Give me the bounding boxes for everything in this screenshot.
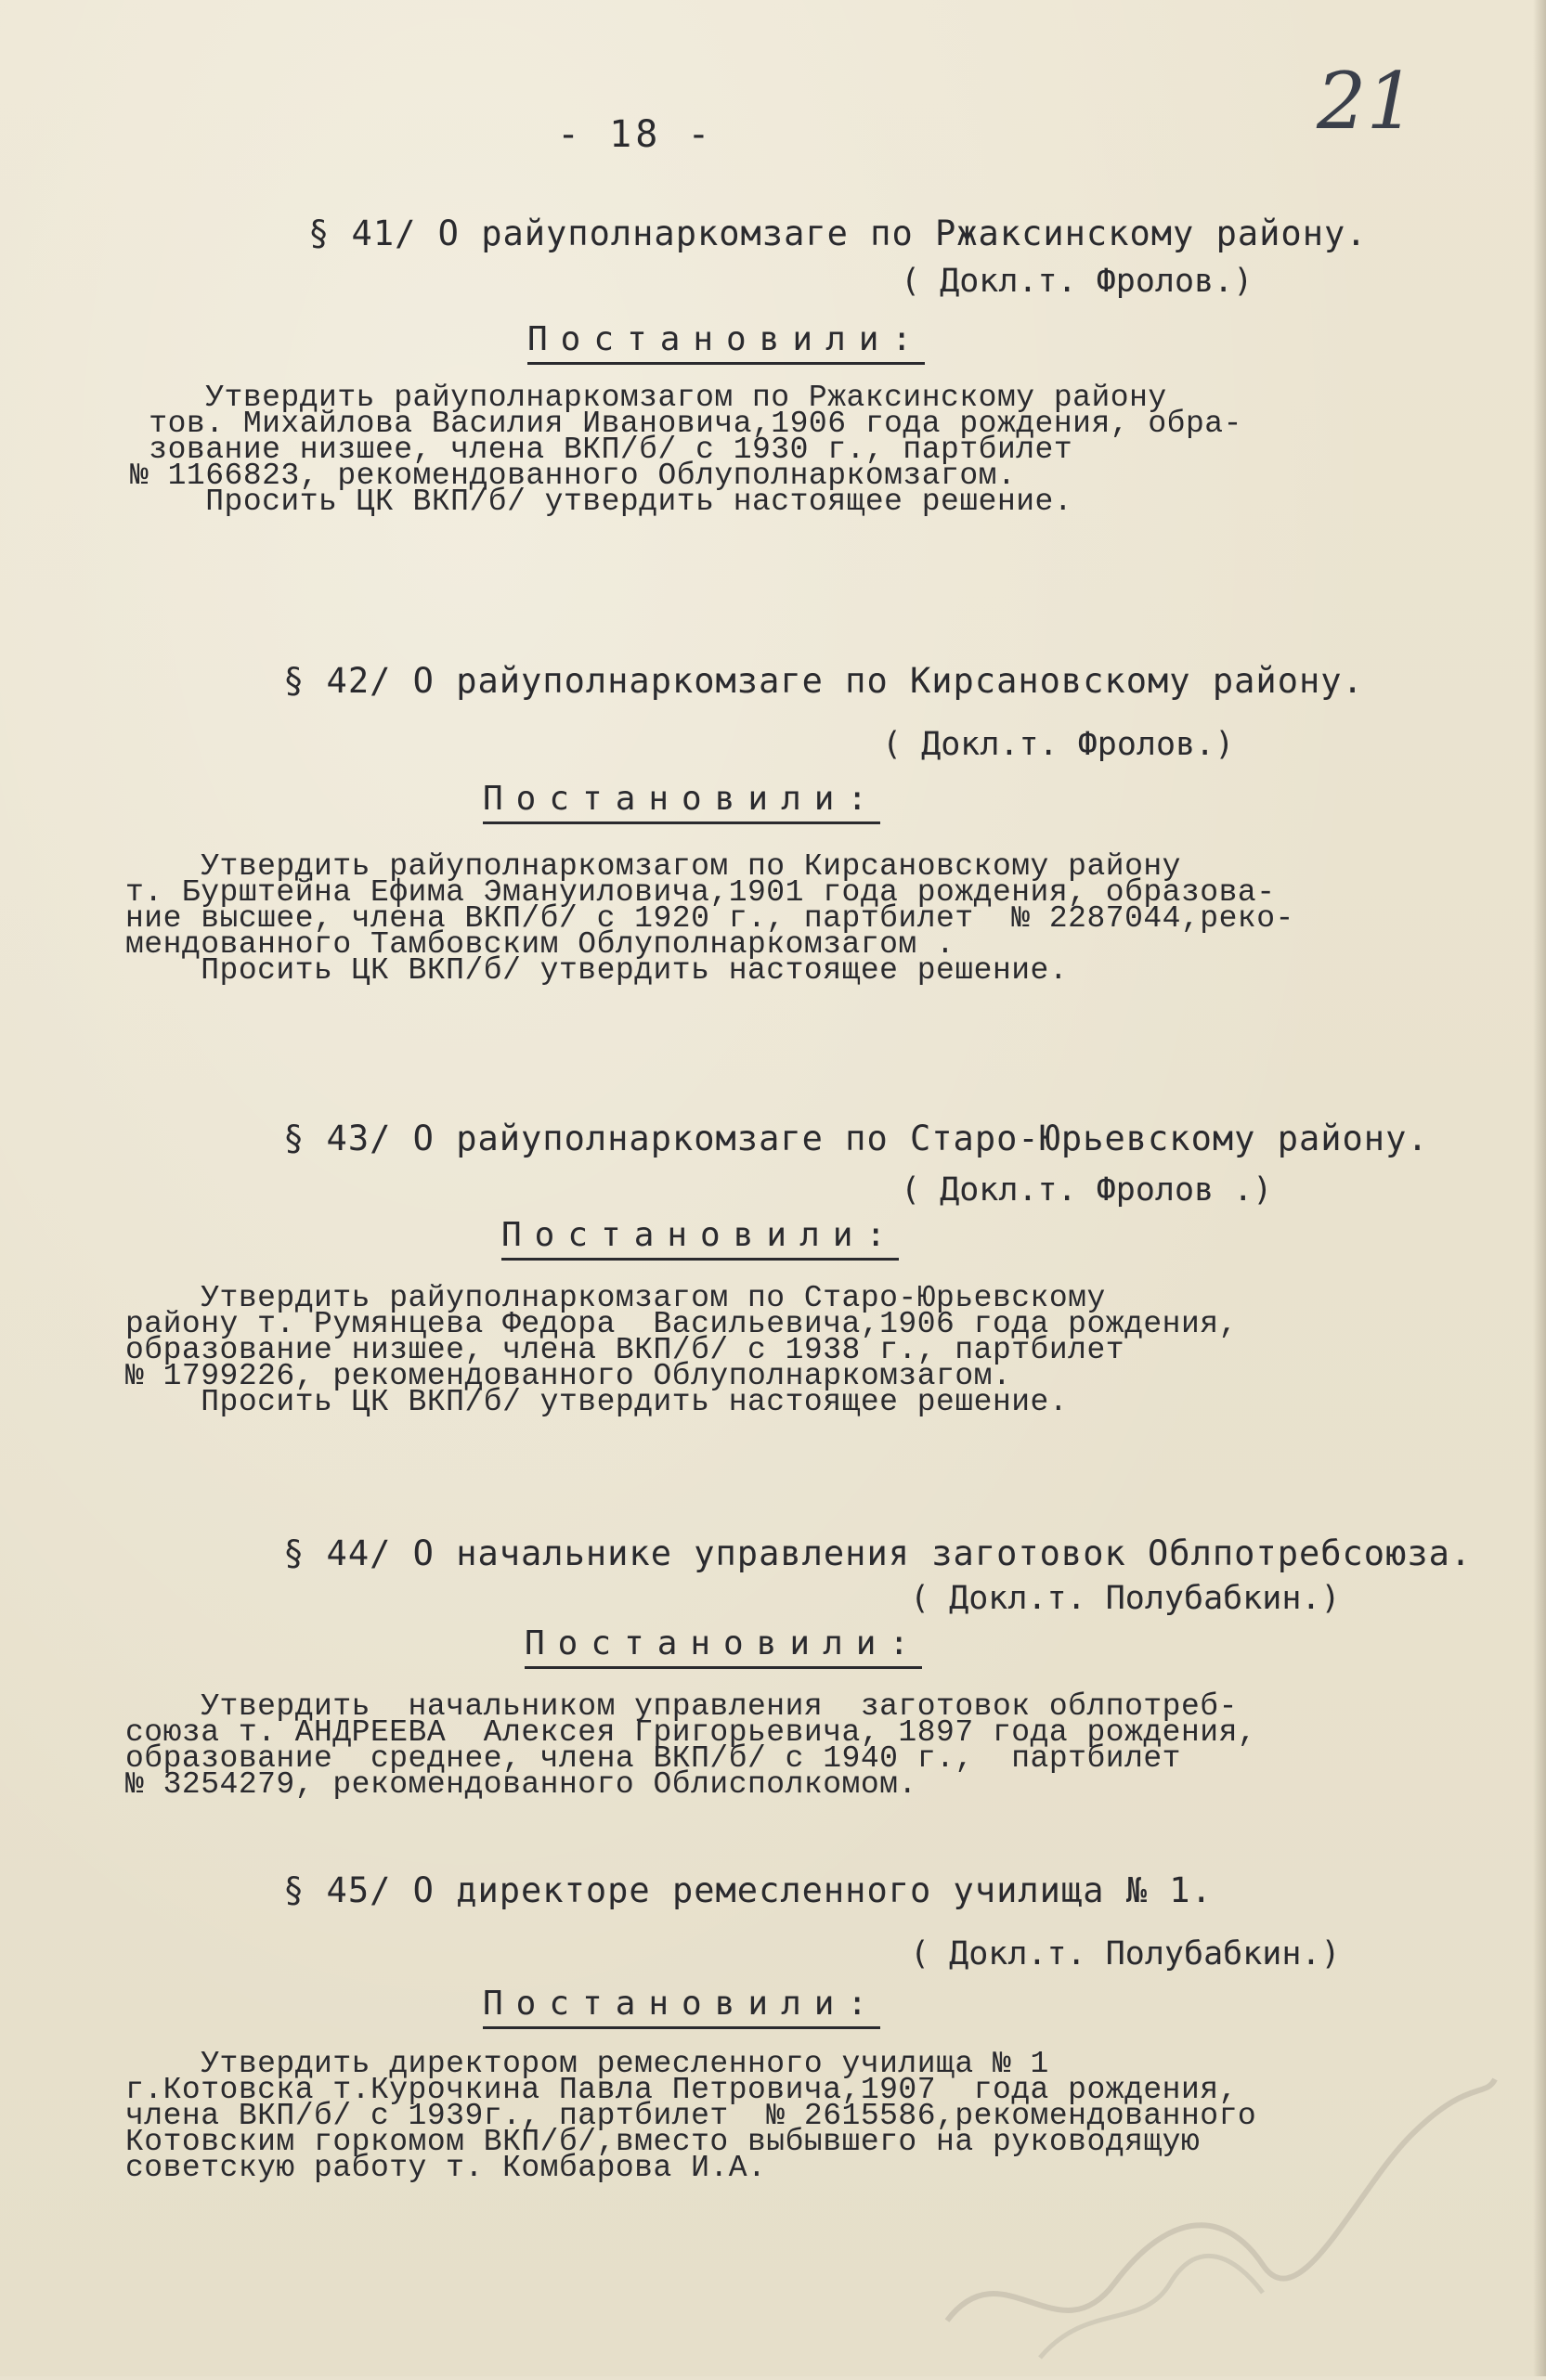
- section-43-report: ( Докл.т. Фролов .): [901, 1171, 1273, 1209]
- handwritten-page-number: 21: [1317, 56, 1416, 147]
- section-41-body: Утвердить райуполнаркомзагом по Ржаксинскому району тов. Михайлова Василия Ивановича,1906 года рождения, обра- зование низшее, члена ВКП/б/ с 1930 г., партбилет № 1166823, рекомендованного Облуполнаркомзагом. Просить ЦК ВКП/б/ утвердить настоящее решение.: [130, 381, 1242, 519]
- section-42-body: Утвердить райуполнаркомзагом по Кирсановскому району т. Бурштейна Ефима Эмануиловича,1901 года рождения, образова- ние высшее, члена ВКП/б/ с 1920 г., партбилет № 2287044,реко- мендованного Тамбовским Облуполнаркомзагом . Просить ЦК ВКП/б/ утвердить настоящее решение.: [125, 849, 1294, 988]
- section-44-resolved: Постановили:: [525, 1624, 922, 1669]
- paper-edge-shadow: [1533, 0, 1546, 2376]
- section-43-body: Утвердить райуполнаркомзагом по Старо-Юрьевскому району т. Румянцева Федора Васильевича,1906 года рождения, образование низшее, члена ВКП/б/ с 1938 г., партбилет № 1799226, рекомендованного Облуполнаркомзагом. Просить ЦК ВКП/б/ утвердить настоящее решение.: [125, 1281, 1238, 1419]
- section-44-heading: § 44/ О начальнике управления заготовок Облпотребсоюза.: [283, 1533, 1473, 1573]
- section-41-report: ( Докл.т. Фролов.): [901, 263, 1254, 300]
- section-44-body: Утвердить начальником управления заготовок облпотреб- союза т. АНДРЕЕВА Алексея Григорьевича, 1897 года рождения, образование среднее, члена ВКП/б/ с 1940 г., партбилет № 3254279, рекомендованного Облисполкомом.: [125, 1689, 1257, 1802]
- section-45-body: Утвердить директором ремесленного училища № 1 г.Котовска т.Курочкина Павла Петровича,1907 года рождения, члена ВКП/б/ с 1939г., партбилет № 2615586,рекомендованного Котовским горкомом ВКП/б/,вместо выбывшего на руководящую советскую работу т. Комбарова И.А.: [125, 2047, 1257, 2185]
- section-45-heading: § 45/ О директоре ремесленного училища № 1.: [283, 1870, 1213, 1910]
- section-44-report: ( Докл.т. Полубабкин.): [910, 1580, 1341, 1617]
- watermark-scribble-graphic: [929, 2024, 1504, 2376]
- section-42-resolved: Постановили:: [483, 780, 880, 824]
- section-42-report: ( Докл.т. Фролов.): [882, 726, 1235, 763]
- section-45-resolved: Постановили:: [483, 1985, 880, 2029]
- section-42-heading: § 42/ О райуполнаркомзаге по Кирсановскому району.: [283, 661, 1364, 701]
- section-41-resolved: Постановили:: [527, 320, 925, 365]
- section-43-heading: § 43/ О райуполнаркомзаге по Старо-Юрьевскому району.: [283, 1119, 1429, 1158]
- page-number: - 18 -: [557, 113, 714, 156]
- section-45-report: ( Докл.т. Полубабкин.): [910, 1935, 1341, 1973]
- watermark-scribble: [929, 2024, 1504, 2376]
- section-43-resolved: Постановили:: [501, 1216, 899, 1261]
- section-41-heading: § 41/ О райуполнаркомзаге по Ржаксинскому району.: [308, 213, 1368, 253]
